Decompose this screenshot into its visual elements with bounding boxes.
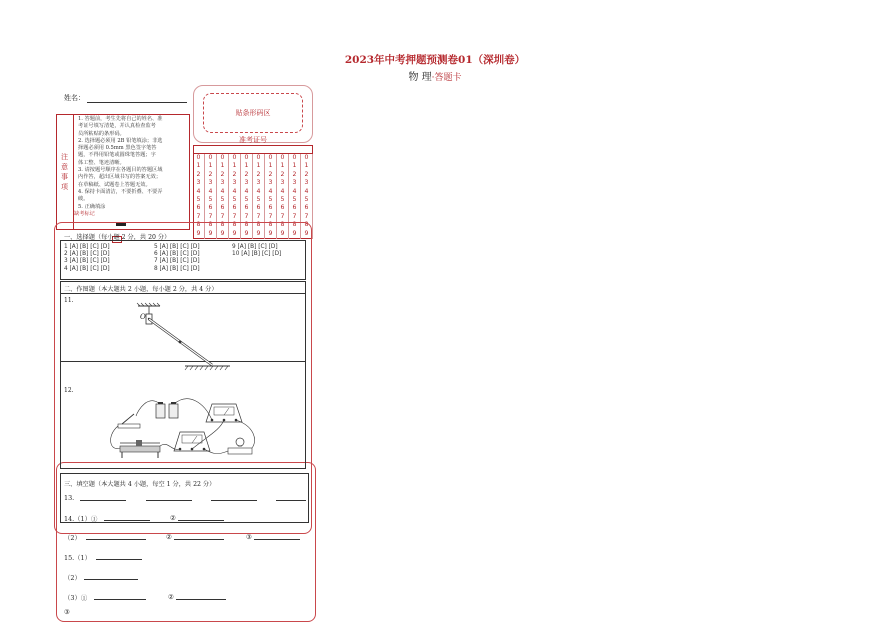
- notes-line: 内作答，超出区域书写的答案无效；: [78, 174, 162, 181]
- question-13-row: [64, 494, 74, 502]
- barcode-label: 贴条形码区: [235, 109, 271, 117]
- exam-digit-bubble[interactable]: 6: [280, 204, 285, 212]
- notes-line: 1. 答题前，考生先将自己的姓名、准: [78, 116, 163, 122]
- mc-group-1[interactable]: [64, 244, 110, 273]
- exam-digit-bubble[interactable]: 9: [280, 229, 285, 237]
- notes-heading-char: 意: [61, 163, 68, 171]
- sheet-title: 2023年中考押题预测卷01（深圳卷）: [344, 54, 526, 66]
- q14-1-blank-1[interactable]: [104, 514, 150, 521]
- exam-digit-bubble[interactable]: 8: [304, 221, 309, 229]
- notes-text: [74, 116, 186, 218]
- exam-digit-bubble[interactable]: 0: [256, 154, 261, 161]
- exam-digit-bubble[interactable]: 2: [220, 170, 225, 178]
- exam-digit-bubble[interactable]: 9: [268, 229, 273, 237]
- exam-digit-bubble[interactable]: 1: [292, 162, 297, 170]
- mc-answer-row[interactable]: 6 [A] [B] [C] [D]: [154, 251, 200, 258]
- question-11-number: 11.: [64, 297, 74, 304]
- mc-answer-row[interactable]: 3 [A] [B] [C] [D]: [64, 258, 110, 265]
- floor-hatch: [185, 366, 228, 370]
- mc-answer-row[interactable]: 9 [A] [B] [C] [D]: [232, 244, 278, 250]
- q12-circuit-figure[interactable]: [108, 396, 268, 466]
- exam-digit-bubble[interactable]: 0: [280, 154, 285, 161]
- exam-digit-bubble[interactable]: 2: [304, 170, 309, 178]
- exam-digit-bubble[interactable]: 2: [232, 170, 237, 178]
- exam-digit-bubble[interactable]: 1: [268, 162, 273, 170]
- exam-digit-bubble[interactable]: 3: [232, 179, 237, 187]
- exam-digit-bubble[interactable]: 4: [304, 187, 309, 195]
- exam-digit-bubble[interactable]: 7: [292, 212, 297, 220]
- exam-digit-bubble[interactable]: 2: [268, 170, 273, 178]
- exam-digit-bubble[interactable]: 1: [196, 162, 201, 170]
- mc-answer-row[interactable]: 2 [A] [B] [C] [D]: [64, 251, 110, 258]
- q14-2-blank-3[interactable]: [254, 533, 300, 540]
- exam-digit-bubble[interactable]: 7: [220, 212, 225, 220]
- exam-digit-bubble[interactable]: 3: [280, 179, 285, 187]
- exam-digit-bubble[interactable]: 9: [232, 229, 237, 237]
- notes-line: 在草稿纸、试题卷上答题无效。: [78, 181, 151, 188]
- exam-digit-bubble[interactable]: 1: [220, 162, 225, 170]
- exam-digit-bubble[interactable]: 1: [232, 162, 237, 170]
- q15-3-blank-1[interactable]: [94, 593, 146, 600]
- notes-heading-char: 项: [61, 183, 68, 191]
- question-14-2-circle2: ②: [166, 533, 172, 541]
- mc-answer-row[interactable]: 4 [A] [B] [C] [D]: [64, 265, 110, 272]
- q14-1-blank-2[interactable]: [178, 514, 224, 521]
- exam-digit-bubble[interactable]: 5: [280, 196, 285, 204]
- exam-digit-bubble[interactable]: 9: [196, 229, 201, 237]
- fill-section-title: 三、填空题（本大题共 4 小题，每空 1 分，共 22 分）: [64, 481, 216, 488]
- exam-digit-bubble[interactable]: 7: [196, 212, 201, 220]
- ammeter-bottom: [174, 432, 210, 451]
- exam-digit-bubble[interactable]: 3: [292, 179, 297, 187]
- sheet-subtitle: [0, 68, 870, 83]
- exam-digit-bubble[interactable]: 2: [280, 170, 285, 178]
- question-14-2-label: （2）: [64, 534, 81, 542]
- name-field[interactable]: [87, 96, 187, 103]
- notes-heading-char: 注: [61, 153, 68, 161]
- notes-line: 3. 请按题号顺序在各题目的答题区域: [78, 167, 163, 174]
- mc-section-title: 一、选择题（每小题 2 分，共 20 分）: [64, 234, 171, 241]
- q14-2-blank-2[interactable]: [174, 533, 224, 540]
- lever-midpoint: [179, 341, 182, 344]
- exam-digit-bubble[interactable]: 6: [304, 204, 309, 212]
- exam-digit-bubble[interactable]: 9: [220, 229, 225, 237]
- exam-digit-bubble[interactable]: 4: [256, 187, 261, 195]
- exam-digit-bubble[interactable]: 0: [244, 154, 249, 161]
- exam-digit-bubble[interactable]: 0: [220, 154, 225, 161]
- exam-digit-bubble[interactable]: 8: [208, 221, 213, 229]
- question-14-1-label: 14.（1）①: [64, 515, 98, 523]
- exam-digit-bubble[interactable]: 7: [208, 212, 213, 220]
- exam-digit-bubble[interactable]: 9: [292, 229, 297, 237]
- exam-digit-bubble[interactable]: 6: [208, 204, 213, 212]
- exam-digit-bubble[interactable]: 1: [280, 162, 285, 170]
- q13-blank-4[interactable]: [276, 494, 306, 501]
- exam-number-write-row[interactable]: [193, 145, 313, 154]
- notes-line: 考证号填写清楚，并认真检查监考: [78, 123, 156, 130]
- pivot-label: O: [140, 313, 146, 321]
- exam-digit-bubble[interactable]: 6: [268, 204, 273, 212]
- name-label: 姓名：: [64, 94, 85, 102]
- exam-digit-bubble[interactable]: 1: [244, 162, 249, 170]
- name-row: [64, 93, 187, 103]
- mc-answer-row[interactable]: 7 [A] [B] [C] [D]: [154, 258, 200, 265]
- exam-digit-bubble[interactable]: 6: [292, 204, 297, 212]
- notes-line: 破。: [78, 196, 89, 203]
- sheet-type-label: ·答题卡: [431, 73, 462, 83]
- notes-heading-char: 事: [61, 173, 68, 181]
- drawing-section-title: 二、作图题（本大题共 2 小题，每小题 2 分，共 4 分）: [64, 286, 218, 293]
- notes-line: 员所粘贴的条形码。: [78, 130, 125, 137]
- exam-digit-bubble[interactable]: 2: [196, 170, 201, 178]
- question-14-1-circle2: ②: [170, 514, 176, 522]
- notes-heading: [56, 114, 74, 230]
- exam-digit-bubble[interactable]: 8: [244, 221, 249, 229]
- exam-digit-bubble[interactable]: 0: [304, 154, 309, 161]
- q11-lever-figure[interactable]: [130, 302, 240, 374]
- bulb: [228, 438, 252, 454]
- question-15-2-label: （2）: [64, 574, 81, 582]
- drawing-title-rule: [60, 293, 306, 294]
- exam-digit-bubble[interactable]: 4: [196, 187, 201, 195]
- exam-digit-bubble[interactable]: 0: [268, 154, 273, 161]
- exam-digit-bubble[interactable]: 5: [232, 196, 237, 204]
- exam-digit-bubble[interactable]: 6: [220, 204, 225, 212]
- exam-digit-bubble[interactable]: 3: [268, 179, 273, 187]
- exam-digit-bubble[interactable]: 0: [208, 154, 213, 161]
- exam-digit-bubble[interactable]: 1: [304, 162, 309, 170]
- notes-line: 体工整、笔迹清晰。: [78, 159, 125, 166]
- notes-line: 5. 正确填涂: [78, 203, 106, 210]
- exam-digit-bubble[interactable]: 8: [196, 221, 201, 229]
- question-15-3-label: （3）①: [64, 594, 88, 602]
- exam-digit-bubble[interactable]: 2: [244, 170, 249, 178]
- mc-answer-row[interactable]: 10 [A] [B] [C] [D]: [232, 251, 282, 258]
- exam-digit-bubble[interactable]: 9: [244, 229, 249, 237]
- mc-group-3[interactable]: [232, 244, 281, 258]
- exam-digit-bubble[interactable]: 8: [280, 221, 285, 229]
- notes-line: 4. 保持卡面清洁，不要折叠、不要弄: [78, 188, 163, 195]
- exam-digit-bubble[interactable]: 2: [256, 170, 261, 178]
- q13-blank-1[interactable]: [80, 494, 126, 501]
- q13-blank-3[interactable]: [211, 494, 257, 501]
- q15-3-blank-2[interactable]: [176, 593, 226, 600]
- exam-digit-bubble[interactable]: 6: [256, 204, 261, 212]
- exam-digit-bubble[interactable]: 4: [268, 187, 273, 195]
- exam-digit-bubble[interactable]: 5: [208, 196, 213, 204]
- exam-digit-bubble[interactable]: 4: [220, 187, 225, 195]
- subject-label: 物 理: [408, 72, 432, 83]
- exam-digit-bubble[interactable]: 0: [292, 154, 297, 161]
- rheostat: [120, 440, 160, 458]
- exam-digit-bubble[interactable]: 5: [244, 196, 249, 204]
- exam-digit-bubble[interactable]: 3: [256, 179, 261, 187]
- exam-digit-bubble[interactable]: 7: [256, 212, 261, 220]
- exam-digit-bubble[interactable]: 2: [292, 170, 297, 178]
- exam-digit-bubble[interactable]: 6: [244, 204, 249, 212]
- switch: [118, 414, 140, 428]
- exam-digit-bubble[interactable]: 7: [244, 212, 249, 220]
- barcode-slot: [203, 93, 303, 133]
- exam-digit-bubble[interactable]: 3: [208, 179, 213, 187]
- mc-answer-row[interactable]: 1 [A] [B] [C] [D]: [64, 244, 110, 250]
- notes-line: 缺考标记: [74, 210, 95, 217]
- mc-answer-row[interactable]: 8 [A] [B] [C] [D]: [154, 265, 200, 272]
- exam-digit-bubble[interactable]: 8: [220, 221, 225, 229]
- exam-digit-bubble[interactable]: 5: [220, 196, 225, 204]
- question-12-number: 12.: [64, 387, 74, 394]
- exam-digit-bubble[interactable]: 3: [304, 179, 309, 187]
- exam-digit-bubble[interactable]: 8: [232, 221, 237, 229]
- exam-digit-bubble[interactable]: 3: [220, 179, 225, 187]
- exam-digit-bubble[interactable]: 3: [196, 179, 201, 187]
- exam-digit-bubble[interactable]: 0: [232, 154, 237, 161]
- exam-digit-bubble[interactable]: 4: [232, 187, 237, 195]
- mc-group-2[interactable]: [154, 244, 200, 273]
- q13-blank-2[interactable]: [146, 494, 192, 501]
- exam-digit-bubble[interactable]: 3: [244, 179, 249, 187]
- exam-digit-bubble[interactable]: 5: [292, 196, 297, 204]
- exam-digit-bubble[interactable]: 4: [280, 187, 285, 195]
- exam-digit-bubble[interactable]: 4: [292, 187, 297, 195]
- exam-digit-bubble[interactable]: 6: [232, 204, 237, 212]
- notes-line: 题，不得用铅笔或圆珠笔答题；字: [78, 152, 156, 159]
- q15-1-blank[interactable]: [96, 553, 142, 560]
- question-15-4-label: ③: [64, 608, 70, 616]
- question-15-3-circle2: ②: [168, 593, 174, 601]
- exam-digit-bubble[interactable]: 2: [208, 170, 213, 178]
- question-13-number: 13.: [64, 494, 75, 502]
- exam-digit-bubble[interactable]: 4: [244, 187, 249, 195]
- question-14-2-circle3: ③: [246, 533, 252, 541]
- notes-line: 2. 选择题必须用 2B 铅笔填涂；非选: [78, 137, 163, 144]
- exam-digit-bubble[interactable]: 4: [208, 187, 213, 195]
- exam-digit-bubble[interactable]: 5: [304, 196, 309, 204]
- mc-answer-row[interactable]: 5 [A] [B] [C] [D]: [154, 244, 200, 250]
- question-15-1-label: 15.（1）: [64, 554, 92, 562]
- exam-digit-bubble[interactable]: 8: [292, 221, 297, 229]
- exam-digit-bubble[interactable]: 1: [208, 162, 213, 170]
- exam-digit-bubble[interactable]: 9: [304, 229, 309, 237]
- exam-number-label: 准考证号: [239, 136, 267, 144]
- exam-digit-bubble[interactable]: 5: [196, 196, 201, 204]
- notes-line: 择题必须用 0.5mm 黑色签字笔答: [78, 145, 157, 152]
- exam-digit-bubble[interactable]: 1: [256, 162, 261, 170]
- exam-digit-bubble[interactable]: 7: [268, 212, 273, 220]
- exam-digit-bubble[interactable]: 5: [256, 196, 261, 204]
- battery-pack: [156, 402, 178, 418]
- exam-digit-bubble[interactable]: 7: [280, 212, 285, 220]
- exam-digit-bubble[interactable]: 5: [268, 196, 273, 204]
- exam-digit-bubble[interactable]: 0: [196, 154, 201, 161]
- exam-digit-bubble[interactable]: 7: [232, 212, 237, 220]
- exam-digit-bubble[interactable]: 8: [268, 221, 273, 229]
- exam-digit-bubble[interactable]: 7: [304, 212, 309, 220]
- q15-2-blank[interactable]: [84, 573, 138, 580]
- exam-digit-bubble[interactable]: 6: [196, 204, 201, 212]
- exam-digit-bubble[interactable]: 9: [208, 229, 213, 237]
- exam-digit-bubble[interactable]: 8: [256, 221, 261, 229]
- exam-digit-bubble[interactable]: 9: [256, 229, 261, 237]
- q14-2-blank-1[interactable]: [86, 533, 146, 540]
